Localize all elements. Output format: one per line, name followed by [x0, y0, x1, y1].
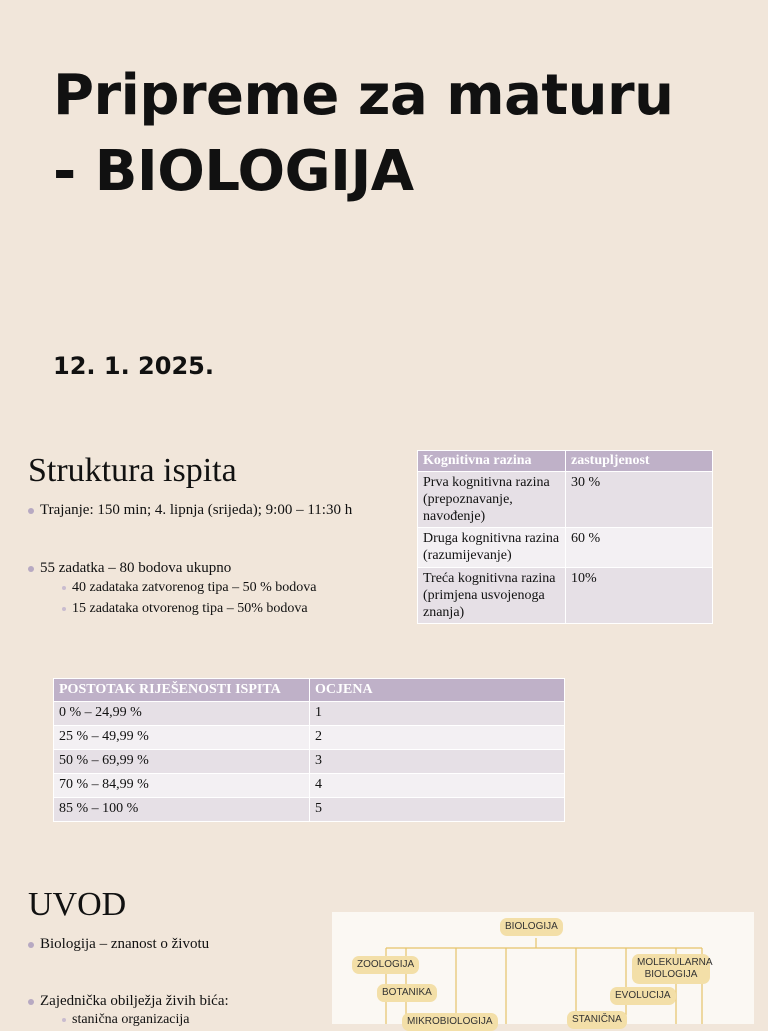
table-header-row: [418, 451, 713, 472]
table-cell: Treća kognitivna razina (primjena usvojenoga znanja): [418, 568, 566, 624]
struktura-bullet-1-text: Trajanje: 150 min; 4. lipnja (srijeda); 9:00 – 11:30 h: [40, 502, 353, 518]
table-cell: 2: [310, 726, 565, 750]
ocjena-table: [53, 678, 565, 822]
table-header: POSTOTAK RIJEŠENOSTI ISPITA: [54, 679, 310, 702]
table-cell: 5: [310, 798, 565, 822]
bullet-dot: [28, 508, 34, 514]
uvod-sub-1: [62, 1012, 190, 1028]
struktura-bullet-2-text: 55 zadatka – 80 bodova ukupno: [40, 560, 232, 576]
table-row: [54, 774, 565, 798]
table-cell: 70 % – 84,99 %: [54, 774, 310, 798]
table-cell: 60 %: [566, 528, 713, 568]
struktura-sub-2-text: 15 zadataka otvorenog tipa – 50% bodova: [72, 601, 308, 616]
table-cell: 25 % – 49,99 %: [54, 726, 310, 750]
uvod-heading: UVOD: [28, 886, 127, 923]
table-header: Kognitivna razina: [418, 451, 566, 472]
uvod-bullet-2: [28, 993, 229, 1010]
node-molekularna-biologija: MOLEKULARNA BIOLOGIJA: [632, 954, 710, 984]
bullet-dot: [28, 566, 34, 572]
table-cell: 10%: [566, 568, 713, 624]
uvod-bullet-2-text: Zajednička obilježja živih bića:: [40, 993, 229, 1009]
struktura-sub-1-text: 40 zadataka zatvorenog tipa – 50 % bodova: [72, 580, 317, 595]
node-biologija: BIOLOGIJA: [500, 918, 563, 936]
table-cell: 4: [310, 774, 565, 798]
table-row: [418, 568, 713, 624]
struktura-bullet-2: [28, 560, 231, 577]
table-row: [54, 750, 565, 774]
table-row: [418, 528, 713, 568]
kognitivna-table: [417, 450, 713, 624]
date: 12. 1. 2025.: [53, 352, 214, 380]
table-row: [54, 798, 565, 822]
biology-diagram: [332, 912, 754, 1027]
uvod-bullet-1-text: Biologija – znanost o životu: [40, 936, 210, 952]
node-zoologija: ZOOLOGIJA: [352, 956, 419, 974]
node-botanika: BOTANIKA: [377, 984, 437, 1002]
struktura-sub-1: [62, 580, 317, 596]
node-mikrobiologija: MIKROBIOLOGIJA: [402, 1013, 498, 1031]
struktura-sub-2: [62, 601, 308, 617]
title-line-2: - BIOLOGIJA: [53, 139, 414, 204]
struktura-heading: Struktura ispita: [28, 452, 237, 489]
uvod-sub-1-text: stanična organizacija: [72, 1012, 190, 1027]
table-header: OCJENA: [310, 679, 565, 702]
table-cell: 1: [310, 702, 565, 726]
bullet-dot: [28, 942, 34, 948]
table-header: zastupljenost: [566, 451, 713, 472]
sub-bullet-dot: [62, 1018, 66, 1022]
table-row: [54, 702, 565, 726]
table-cell: 85 % – 100 %: [54, 798, 310, 822]
node-stanicna: STANIČNA: [567, 1011, 627, 1029]
page-title: [53, 58, 753, 210]
uvod-bullet-1: [28, 936, 209, 953]
table-cell: Prva kognitivna razina (prepoznavanje, navođenje): [418, 472, 566, 528]
table-cell: 0 % – 24,99 %: [54, 702, 310, 726]
sub-bullet-dot: [62, 607, 66, 611]
sub-bullet-dot: [62, 586, 66, 590]
table-row: [54, 726, 565, 750]
node-evolucija: EVOLUCIJA: [610, 987, 676, 1005]
bullet-dot: [28, 999, 34, 1005]
table-cell: Druga kognitivna razina (razumijevanje): [418, 528, 566, 568]
table-header-row: [54, 679, 565, 702]
title-line-1: Pripreme za maturu: [53, 63, 674, 128]
table-cell: 30 %: [566, 472, 713, 528]
table-row: [418, 472, 713, 528]
table-cell: 3: [310, 750, 565, 774]
table-cell: 50 % – 69,99 %: [54, 750, 310, 774]
struktura-bullet-1: [28, 502, 352, 519]
